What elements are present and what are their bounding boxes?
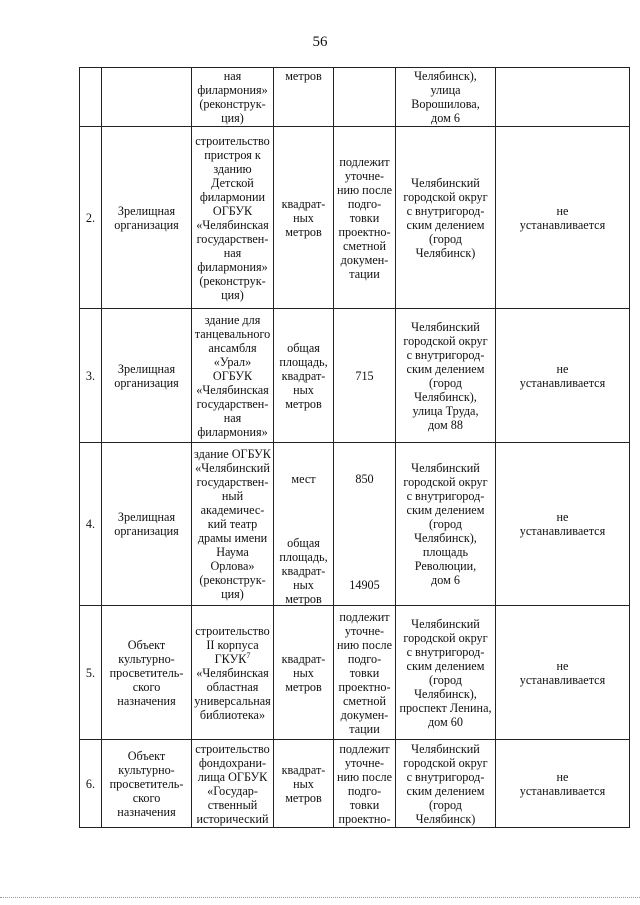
- value-area: 14905: [349, 578, 380, 592]
- cell-location: Челябинский городской округ с внутригород- ским делением (город Челябинск): [396, 127, 496, 309]
- cell-location: Челябинский городской округ с внутригород- ским делением (город Челябинск), площадь Революции, дом 6: [396, 443, 496, 606]
- page-number: 56: [312, 34, 328, 50]
- cell-type: [102, 68, 192, 127]
- cell-location: Челябинский городской округ с внутригород- ским делением (город Челябинск), улица Труда, дом 88: [396, 309, 496, 443]
- cell-unit: квадрат- ных метров: [274, 606, 334, 740]
- table-row: [80, 127, 630, 309]
- unit-area: общая площадь, квадрат- ных метров: [279, 536, 328, 606]
- cell-object: [192, 606, 274, 740]
- cell-number: 4.: [80, 443, 102, 606]
- cell-object: ная филармония» (реконструк- ция): [192, 68, 274, 127]
- cell-type: Зрелищная организация: [102, 309, 192, 443]
- unit-seats: мест: [291, 472, 316, 486]
- cell-object: здание ОГБУК «Челябинский государствен- ный академичес- кий театр драмы имени Наума Орлова» (реконструк- ция): [192, 443, 274, 606]
- cell-value: подлежит уточне- нию после подго- товки проектно- сметной докумен- тации: [334, 127, 396, 309]
- cell-type: Зрелищная организация: [102, 443, 192, 606]
- value-seats: 850: [355, 472, 374, 486]
- cell-value: 715: [334, 309, 396, 443]
- cell-object: строительство пристроя к зданию Детской филармонии ОГБУК «Челябинская государствен- ная филармония» (реконструк- ция): [192, 127, 274, 309]
- cell-location: Челябинск), улица Ворошилова, дом 6: [396, 68, 496, 127]
- facilities-table: [79, 67, 630, 828]
- cell-value: [334, 68, 396, 127]
- cell-zone: не устанавливается: [496, 127, 630, 309]
- cell-zone: не устанавливается: [496, 740, 630, 828]
- cell-location: Челябинский городской округ с внутригород- ским делением (город Челябинск): [396, 740, 496, 828]
- cell-value: [334, 443, 396, 606]
- cell-value: подлежит уточне- нию после подго- товки проектно-: [334, 740, 396, 828]
- cell-zone: [496, 68, 630, 127]
- cell-number: 3.: [80, 309, 102, 443]
- cell-type: Объект культурно- просветитель- ского назначения: [102, 606, 192, 740]
- cell-zone: не устанавливается: [496, 443, 630, 606]
- cell-object: здание для танцевального ансамбля «Урал» ОГБУК «Челябинская государствен- ная филармония»: [192, 309, 274, 443]
- cell-unit: [274, 443, 334, 606]
- page-edge-divider: [0, 897, 640, 898]
- table-row: [80, 443, 630, 606]
- cell-unit: метров: [274, 68, 334, 127]
- table-row: [80, 740, 630, 828]
- cell-number: [80, 68, 102, 127]
- cell-location: Челябинский городской округ с внутригород- ским делением (город Челябинск), проспект Ленина, дом 60: [396, 606, 496, 740]
- cell-type: Зрелищная организация: [102, 127, 192, 309]
- cell-unit: квадрат- ных метров: [274, 740, 334, 828]
- table-row: [80, 606, 630, 740]
- cell-number: 5.: [80, 606, 102, 740]
- cell-type: Объект культурно- просветитель- ского назначения: [102, 740, 192, 828]
- cell-unit: общая площадь, квадрат- ных метров: [274, 309, 334, 443]
- object-text-end: «Челябинская областная универсальная библиотека»: [194, 665, 271, 722]
- object-text-start: строительство II корпуса ГКУК: [195, 623, 270, 666]
- cell-object: строительство фондохрани- лища ОГБУК «Государ- ственный исторический: [192, 740, 274, 828]
- cell-zone: не устанавливается: [496, 606, 630, 740]
- cell-zone: не устанавливается: [496, 309, 630, 443]
- cell-number: 6.: [80, 740, 102, 828]
- cell-number: 2.: [80, 127, 102, 309]
- footnote-marker: 7: [246, 650, 251, 660]
- cell-unit: квадрат- ных метров: [274, 127, 334, 309]
- table-row: [80, 68, 630, 127]
- cell-value: подлежит уточне- нию после подго- товки проектно- сметной докумен- тации: [334, 606, 396, 740]
- table-row: [80, 309, 630, 443]
